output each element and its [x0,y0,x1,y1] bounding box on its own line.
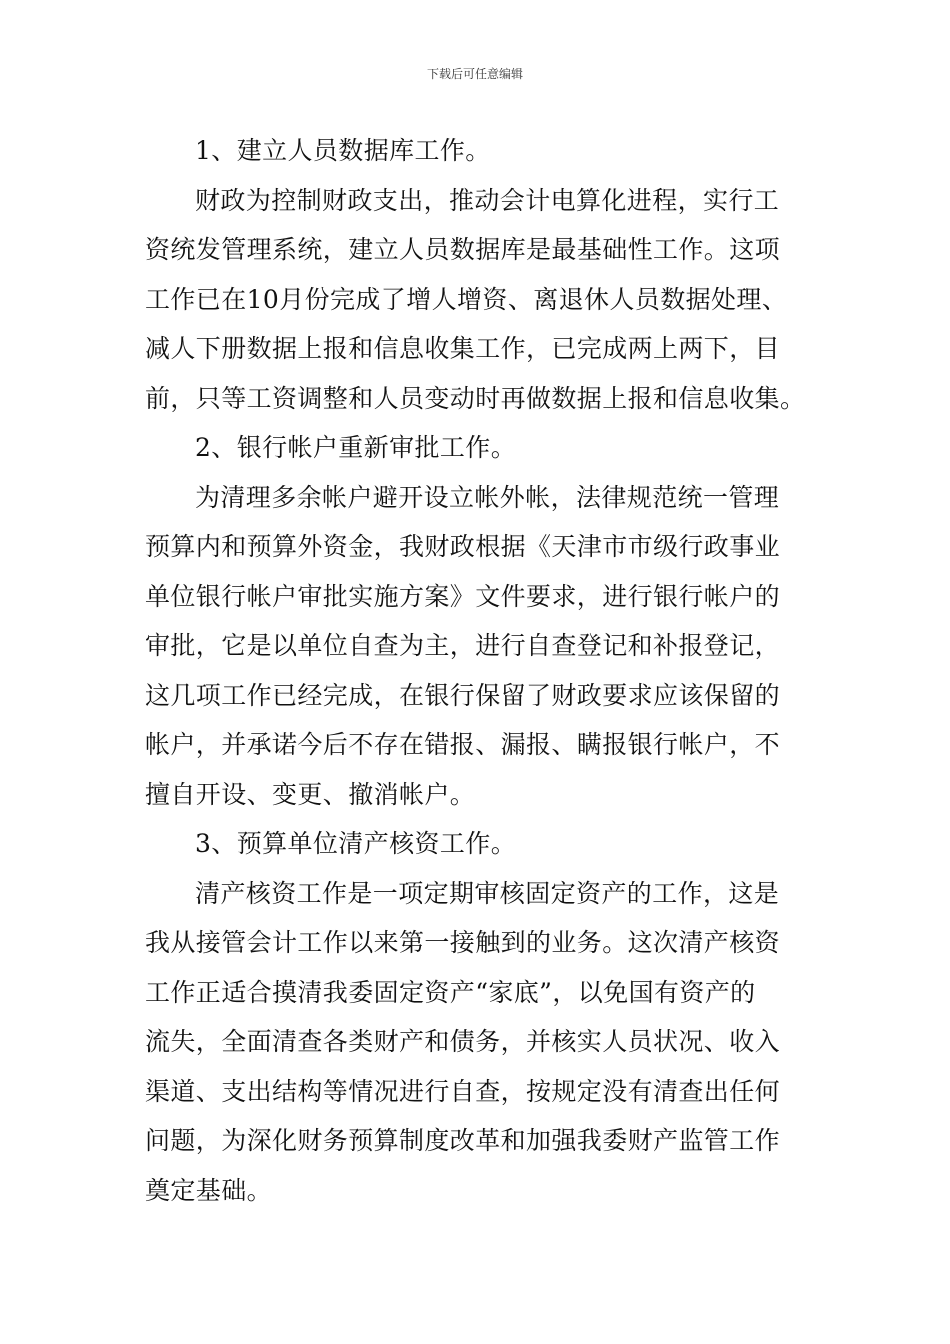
body-line: 资统发管理系统，建立人员数据库是最基础性工作。这项 [145,235,781,264]
body-line: 减人下册数据上报和信息收集工作，已完成两上两下，目 [145,334,781,363]
section-3 [145,819,807,1215]
body-line: 奠定基础。 [145,1175,273,1205]
section-1 [145,126,807,423]
body-line: 为清理多余帐户避开设立帐外帐，法律规范统一管理 [195,482,780,512]
body-line: 单位银行帐户审批实施方案》文件要求，进行银行帐户的 [145,581,781,611]
body-line: 问题，为深化财务预算制度改革和加强我委财产监管工作 [145,1126,781,1155]
body-line: 审批，它是以单位自查为主，进行自查登记和补报登记， [145,631,781,660]
document-body [145,126,807,1215]
body-line: 预算内和预算外资金，我财政根据《天津市市级行政事业 [145,532,781,561]
body-line: 工作正适合摸清我委固定资产“家底”，以免国有资产的 [145,977,756,1007]
body-line: 这几项工作已经完成，在银行保留了财政要求应该保留的 [145,680,781,710]
body-line: 我从接管会计工作以来第一接触到的业务。这次清产核资 [145,928,781,957]
body-line: 渠道、支出结构等情况进行自查，按规定没有清查出任何 [145,1076,781,1106]
body-line: 工作已在10月份完成了增人增资、离退休人员数据处理、 [145,284,788,314]
body-line: 财政为控制财政支出，推动会计电算化进程，实行工 [195,185,780,215]
body-line: 流失，全面清查各类财产和债务，并核实人员状况、收入 [145,1027,781,1056]
body-line: 清产核资工作是一项定期审核固定资产的工作，这是 [195,878,780,908]
page-header: 下载后可任意编辑 [426,67,523,81]
section-heading: 1、建立人员数据库工作。 [195,136,491,165]
body-line: 帐户，并承诺今后不存在错报、漏报、瞒报银行帐户，不 [145,730,781,759]
section-heading: 2、银行帐户重新审批工作。 [195,433,517,462]
section-2 [145,423,807,819]
body-line: 前，只等工资调整和人员变动时再做数据上报和信息收集。 [145,383,806,413]
body-line: 擅自开设、变更、撤消帐户。 [145,779,476,809]
section-heading: 3、预算单位清产核资工作。 [195,829,517,858]
